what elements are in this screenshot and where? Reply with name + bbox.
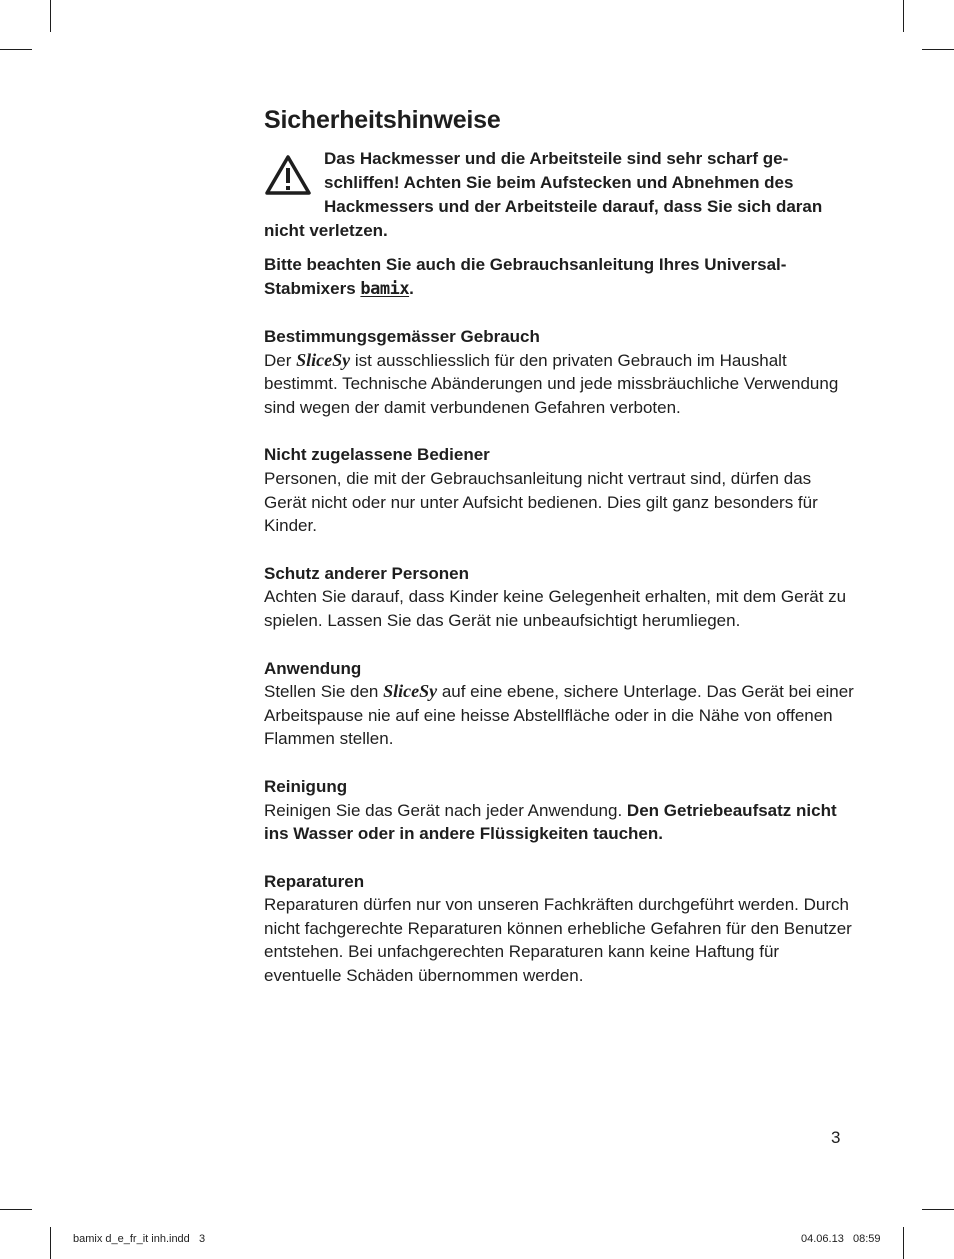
footer-timestamp: 04.06.13 08:59 — [801, 1233, 881, 1245]
footer-file-info: bamix d_e_fr_it inh.indd 3 — [73, 1233, 206, 1245]
section-heading: Nicht zugelassene Bediener — [264, 445, 490, 465]
section-usage — [264, 657, 854, 751]
warning-block — [264, 147, 854, 243]
section-cleaning — [264, 775, 854, 846]
page-content — [264, 106, 854, 988]
note-end: . — [409, 279, 414, 298]
crop-mark — [922, 49, 954, 50]
section-heading: Bestimmungsgemässer Gebrauch — [264, 327, 540, 346]
crop-mark — [0, 49, 32, 50]
section-body: Stellen Sie den SliceSy auf eine ebene, sichere Unterlage. Das Gerät bei einer Arbeitspause nie auf eine heisse Abstellfläche oder in die Nähe von offenen Flammen stellen. — [264, 681, 854, 749]
slicesy-brand: SliceSy — [296, 349, 351, 370]
page-number: 3 — [831, 1128, 841, 1147]
crop-mark — [0, 1209, 32, 1210]
section-repairs — [264, 870, 854, 988]
section-heading: Schutz anderer Personen — [264, 563, 470, 583]
bamix-logo: bamix — [360, 279, 410, 299]
section-body: Reinigen Sie das Gerät nach jeder Anwendung. Den Getriebeaufsatz nicht ins Wasser oder in andere Flüssigkeiten tauchen. — [264, 800, 837, 844]
section-heading: Reparaturen — [264, 871, 365, 891]
warning-triangle-icon — [264, 153, 312, 197]
note-text: Bitte beachten Sie auch die Gebrauchsanleitung Ihres Universal-Stabmixers — [264, 255, 787, 298]
section-protect-others — [264, 562, 854, 633]
crop-mark — [922, 1209, 954, 1210]
page-title: Sicherheitshinweise — [264, 106, 501, 134]
cleaning-warning: Den Getriebeaufsatz nicht ins Wasser oder in andere Flüssigkeiten tauchen. — [264, 800, 837, 844]
crop-mark — [50, 0, 51, 32]
warning-text: Das Hackmesser und die Arbeitsteile sind sehr scharf geschliffen! Achten Sie beim Aufstecken und Abnehmen des Hackmessers und der Arbeitsteile darauf, dass Sie sich daran nicht verletzen. — [264, 149, 823, 240]
crop-mark — [903, 1227, 904, 1259]
slicesy-brand: SliceSy — [383, 681, 438, 702]
crop-mark — [903, 0, 904, 32]
section-body: Personen, die mit der Gebrauchsanleitung nicht vertraut sind, dürfen das Gerät nicht oder nur unter Aufsicht bedienen. Dies gilt ganz besonders für Kinder. — [264, 468, 818, 536]
manual-note — [264, 253, 854, 301]
crop-mark — [50, 1227, 51, 1259]
section-body: Achten Sie darauf, dass Kinder keine Gelegenheit erhalten, mit dem Gerät zu spielen. Lassen Sie das Gerät nie unbeaufsichtigt herumliegen. — [264, 587, 847, 630]
section-body: Der SliceSy ist ausschliesslich für den privaten Gebrauch im Haushalt bestimmt. Technische Abänderungen und jede missbräuchliche Verwendung sind wegen der damit verbundenen Gefahren verboten. — [264, 349, 839, 417]
section-intended-use — [264, 325, 854, 419]
section-body: Reparaturen dürfen nur von unseren Fachkräften durchgeführt werden. Durch nicht fachgerechte Reparaturen können erhebliche Gefahren für den Benutzer entstehen. Bei unfachgerechten Reparaturen kann keine Haftung für eventuelle Schäden übernommen werden. — [264, 895, 852, 986]
section-heading: Anwendung — [264, 658, 362, 678]
section-heading: Reinigung — [264, 776, 348, 796]
section-unauthorized-users — [264, 443, 854, 537]
